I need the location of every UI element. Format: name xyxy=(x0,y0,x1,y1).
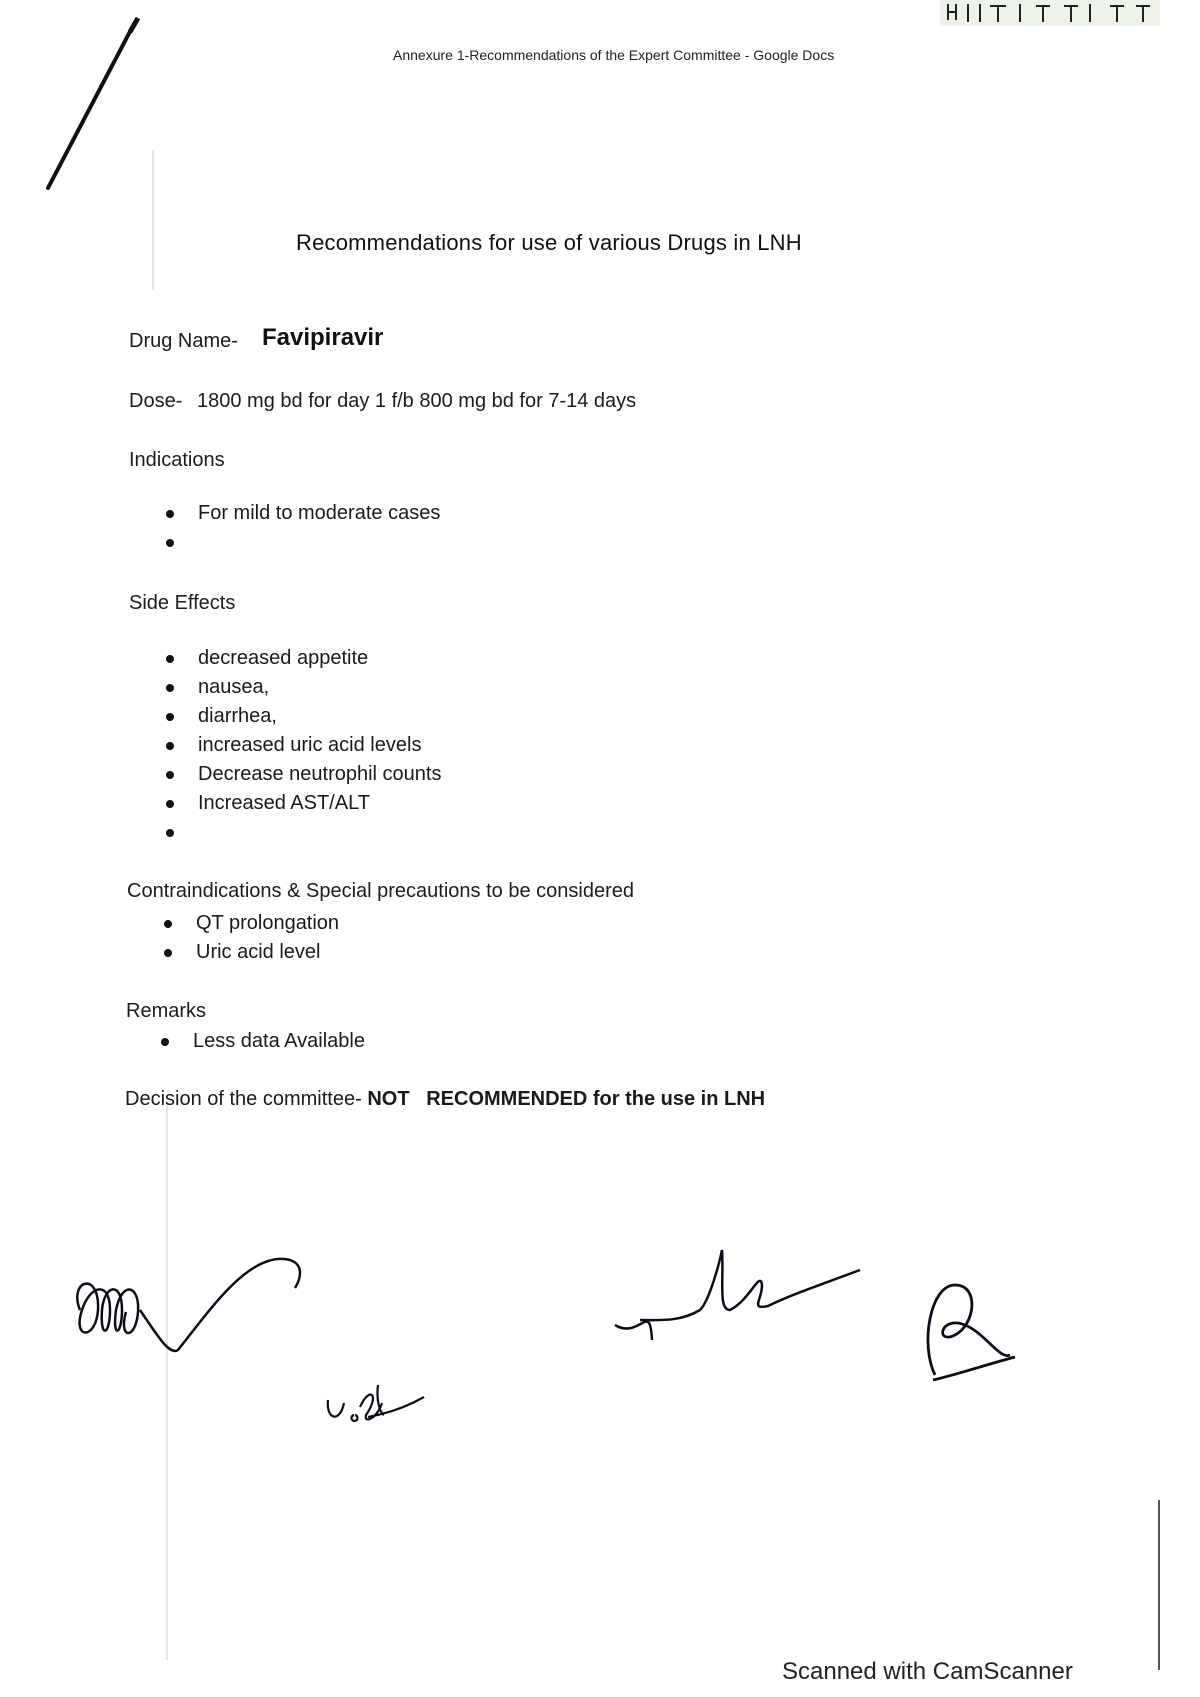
bullet-icon xyxy=(166,742,174,750)
bullet-icon xyxy=(166,771,174,779)
side-effects-list xyxy=(198,644,441,847)
bullet-icon xyxy=(164,920,172,928)
pen-stroke-mark xyxy=(40,10,150,200)
scan-edge-line xyxy=(1158,1500,1160,1670)
decision-label: Decision of the committee- xyxy=(125,1088,362,1110)
drug-name-label: Drug Name- xyxy=(129,330,238,352)
signature-1 xyxy=(60,1240,310,1370)
signature-2 xyxy=(320,1355,430,1435)
decision-verdict-text: RECOMMENDED for the use in LNH xyxy=(426,1088,766,1110)
list-item: diarrhea, xyxy=(198,702,441,731)
list-item: Increased AST/ALT xyxy=(198,789,441,818)
list-item: QT prolongation xyxy=(196,909,339,938)
bullet-icon xyxy=(166,713,174,721)
list-item xyxy=(198,818,441,847)
remarks-list xyxy=(193,1027,365,1056)
scanner-watermark: Scanned with CamScanner xyxy=(782,1658,1073,1685)
list-item: nausea, xyxy=(198,673,441,702)
document-header: Annexure 1-Recommendations of the Expert Committee - Google Docs xyxy=(393,47,835,63)
bullet-icon xyxy=(166,684,174,692)
scan-margin-line xyxy=(152,150,154,290)
bullet-icon xyxy=(166,800,174,808)
side-effects-heading: Side Effects xyxy=(129,592,236,614)
bullet-icon xyxy=(166,510,174,518)
dose-value: 1800 mg bd for day 1 f/b 800 mg bd for 7-14 days xyxy=(197,390,637,412)
bullet-icon xyxy=(166,539,174,547)
decision-verdict-not: NOT xyxy=(367,1088,410,1110)
indications-heading: Indications xyxy=(129,449,225,471)
signature-3 xyxy=(610,1240,870,1360)
bullet-icon xyxy=(164,949,172,957)
list-item: Less data Available xyxy=(193,1027,365,1056)
list-item: increased uric acid levels xyxy=(198,731,441,760)
page-title: Recommendations for use of various Drugs in LNH xyxy=(296,230,802,255)
list-item: Uric acid level xyxy=(196,938,339,967)
bullet-icon xyxy=(166,655,174,663)
committee-decision xyxy=(125,1088,765,1111)
signature-4 xyxy=(915,1265,1025,1395)
drug-name-value: Favipiravir xyxy=(262,324,384,351)
dose-label: Dose- xyxy=(129,390,183,412)
list-item xyxy=(198,528,440,557)
list-item: For mild to moderate cases xyxy=(198,499,440,528)
indications-list xyxy=(198,499,440,557)
corner-stamp-marks xyxy=(940,0,1160,26)
list-item: Decrease neutrophil counts xyxy=(198,760,441,789)
contraindications-heading: Contraindications & Special precautions to be considered xyxy=(127,880,634,902)
bullet-icon xyxy=(166,829,174,837)
contraindications-list xyxy=(196,909,339,967)
scan-margin-line xyxy=(166,1100,168,1660)
list-item: decreased appetite xyxy=(198,644,441,673)
remarks-heading: Remarks xyxy=(126,1000,207,1022)
bullet-icon xyxy=(161,1038,169,1046)
